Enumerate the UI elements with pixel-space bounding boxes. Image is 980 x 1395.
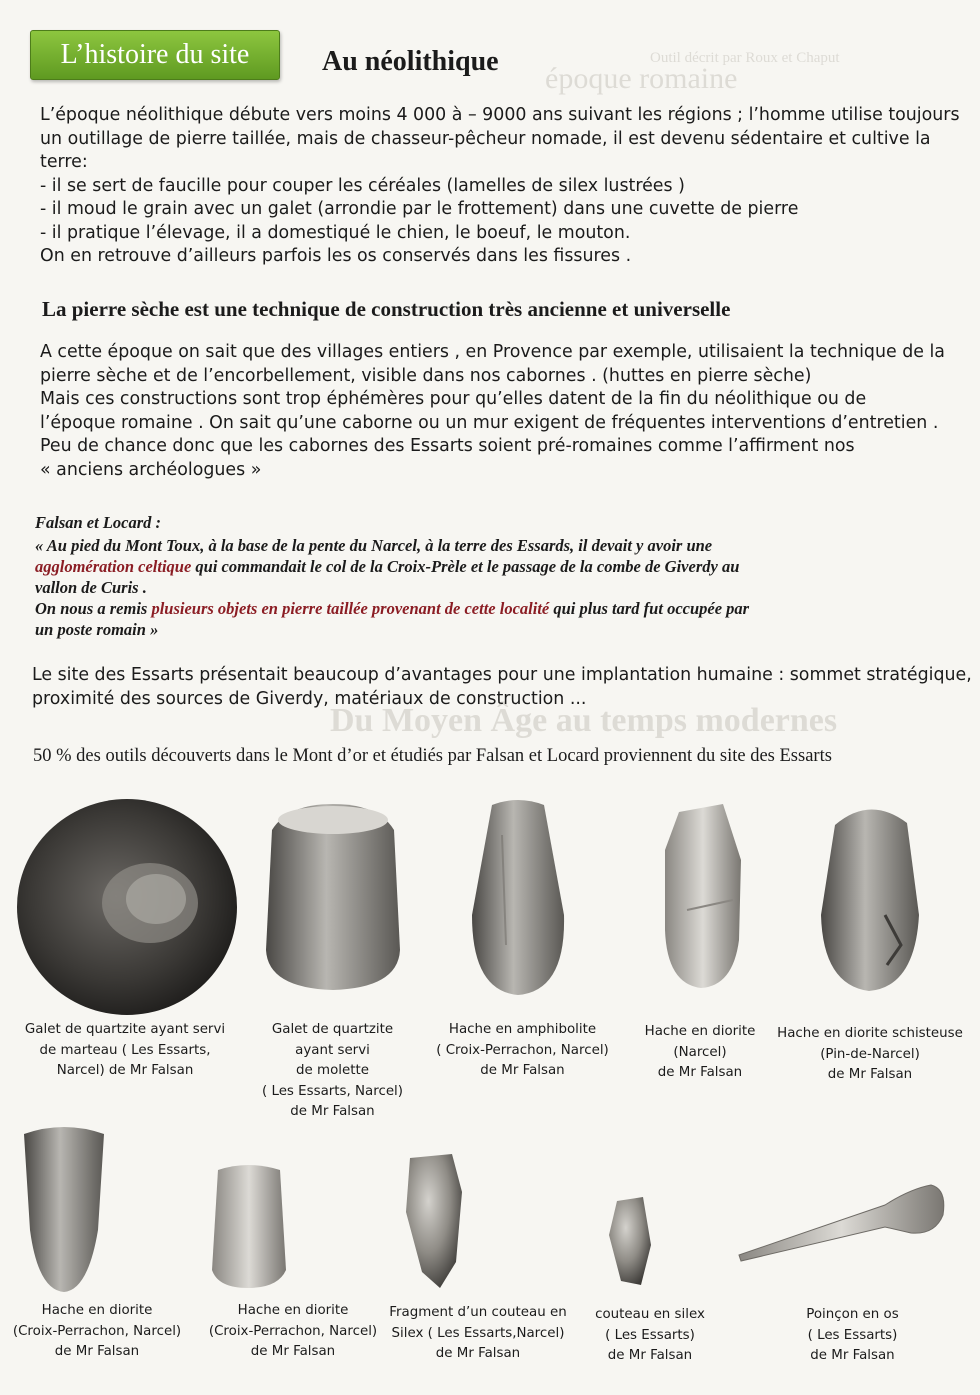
bleed-text-3: Du Moyen Âge au temps modernes (330, 702, 838, 739)
caption-flint-knife-fragment (378, 1303, 578, 1365)
caption-grinding-stone (250, 1020, 415, 1123)
caption-line: Hache en diorite schisteuse (777, 1026, 963, 1041)
caption-line: ayant servi (295, 1042, 370, 1058)
caption-line: de Mr Falsan (810, 1348, 895, 1363)
quote-line: « Au pied du Mont Toux, à la base de la pente du Narcel, à la terre des Essards, il devait y avoir une (35, 536, 713, 555)
section2-line: pierre sèche et de l’encorbellement, visible dans nos cabornes . (huttes en pierre sèche) (40, 365, 812, 386)
caption-line: de molette (296, 1063, 369, 1078)
caption-line: ( Croix-Perrachon, Narcel) (436, 1042, 609, 1058)
grinding-stone-image (258, 800, 408, 995)
schist-axe-image (815, 795, 925, 995)
section-badge: L’histoire du site (30, 30, 280, 80)
caption-line: de Mr Falsan (827, 1067, 913, 1082)
section2-line: « anciens archéologues » (40, 459, 262, 480)
intro-line: un outillage de pierre taillée, mais de chasseur-pêcheur nomade, il est devenu sédentaire et cultive la (40, 128, 931, 149)
quote-line: vallon de Curis . (35, 578, 147, 597)
intro-line: - il pratique l’élevage, il a domestiqué le chien, le boeuf, le mouton. (40, 222, 631, 243)
intro-line: - il moud le grain avec un galet (arrondie par le frottement) dans une cuvette de pierre (40, 199, 799, 219)
diorite-axe-2-image (18, 1120, 110, 1295)
caption-line: de Mr Falsan (607, 1348, 693, 1363)
caption-line: (Croix-Perrachon, Narcel) (12, 1323, 182, 1339)
caption-line: (Pin-de-Narcel) (820, 1046, 920, 1062)
flint-knife-fragment-image (400, 1152, 470, 1292)
caption-diorite-axe-3 (198, 1301, 388, 1363)
quote-line (35, 598, 970, 619)
quote-block (35, 512, 970, 640)
page-title: Au néolithique (322, 46, 499, 77)
caption-line: (Narcel) (673, 1044, 727, 1060)
caption-flint-knife (585, 1305, 715, 1367)
quote-highlight: plusieurs objets en pierre taillée provenant de cette localité (151, 599, 550, 618)
quote-highlight: agglomération celtique (35, 557, 192, 576)
caption-line: ( Les Essarts) (807, 1327, 898, 1343)
section2-line: Peu de chance donc que les cabornes des Essarts soient pré-romaines comme l’affirment nos (40, 436, 855, 456)
bleed-text-1: Outil décrit par Roux et Chaput (650, 50, 840, 66)
quote-text: qui plus tard fut occupée par (549, 599, 750, 618)
caption-line: Poinçon en os (806, 1307, 899, 1322)
caption-schist-axe (765, 1024, 975, 1086)
caption-line: de Mr Falsan (290, 1104, 375, 1119)
caption-line: ( Les Essarts) (605, 1327, 695, 1343)
caption-line: Hache en amphibolite (448, 1022, 597, 1037)
intro-line: terre: (40, 152, 88, 172)
site-line: proximité des sources de Giverdy, matériaux de construction ... (32, 688, 587, 709)
caption-bone-awl (770, 1305, 935, 1367)
quote-line (35, 556, 970, 577)
caption-line: Fragment d’un couteau en (389, 1305, 567, 1320)
caption-line: Galet de quartzite (271, 1022, 394, 1037)
caption-line: Narcel) de Mr Falsan (56, 1063, 194, 1078)
caption-line: de Mr Falsan (250, 1344, 336, 1359)
caption-line: de Mr Falsan (54, 1344, 140, 1359)
section2-line: l’époque romaine . On sait qu’une caborne ou un mur exigent de fréquentes interventions d’entretien . (40, 412, 939, 433)
caption-line: de Mr Falsan (480, 1063, 565, 1078)
caption-line: de Mr Falsan (657, 1065, 743, 1080)
bone-awl-image (735, 1175, 950, 1275)
caption-diorite-axe-2 (2, 1301, 192, 1363)
caption-hammerstone (5, 1020, 245, 1082)
site-line: Le site des Essarts présentait beaucoup d’avantages pour une implantation humaine : sommet stratégique, (32, 665, 972, 685)
caption-line: Silex ( Les Essarts,Narcel) (391, 1325, 565, 1341)
quote-text: qui commandait le col de la Croix-Prèle et le passage de la combe de Giverdy au (191, 557, 740, 576)
stat-line: 50 % des outils découverts dans le Mont d’or et étudiés par Falsan et Locard proviennent du site des Essarts (33, 746, 832, 766)
caption-line: Hache en diorite (237, 1303, 349, 1318)
intro-paragraph (40, 104, 970, 269)
caption-diorite-axe (625, 1022, 775, 1084)
caption-line: couteau en silex (595, 1307, 705, 1322)
caption-line: ( Les Essarts, Narcel) (261, 1083, 404, 1099)
flint-knife-image (605, 1195, 655, 1290)
intro-line: L’époque néolithique débute vers moins 4 000 à – 9000 ans suivant les régions ; l’homme utilise toujours (40, 105, 960, 125)
caption-line: Hache en diorite (41, 1303, 153, 1318)
hammerstone-image (10, 795, 245, 1020)
caption-amphibolite-axe (425, 1020, 620, 1082)
section-heading: La pierre sèche est une technique de construction très ancienne et universelle (42, 297, 731, 321)
diorite-axe-3-image (208, 1160, 290, 1290)
caption-line: de marteau ( Les Essarts, (39, 1042, 211, 1058)
intro-line: On en retrouve d’ailleurs parfois les os conservés dans les fissures . (40, 246, 632, 266)
caption-line: Hache en diorite (644, 1024, 756, 1039)
site-paragraph (32, 664, 972, 711)
caption-line: de Mr Falsan (435, 1346, 521, 1361)
quote-text: On nous a remis (35, 599, 152, 618)
intro-line: - il se sert de faucille pour couper les céréales (lamelles de silex lustrées ) (40, 175, 685, 196)
section2-line: A cette époque on sait que des villages entiers , en Provence par exemple, utilisaient la technique de la (40, 342, 945, 362)
quote-line: un poste romain » (35, 620, 159, 639)
caption-line: Galet de quartzite ayant servi (24, 1022, 226, 1037)
section2-paragraph (40, 341, 970, 482)
bleed-text-2: époque romaine (545, 62, 738, 95)
section2-line: Mais ces constructions sont trop éphémères pour qu’elles datent de la fin du néolithique ou de (40, 389, 867, 409)
caption-line: (Croix-Perrachon, Narcel) (208, 1323, 378, 1339)
amphibolite-axe-image (462, 795, 574, 1000)
quote-author: Falsan et Locard : (35, 513, 162, 532)
diorite-axe-image (657, 800, 747, 990)
